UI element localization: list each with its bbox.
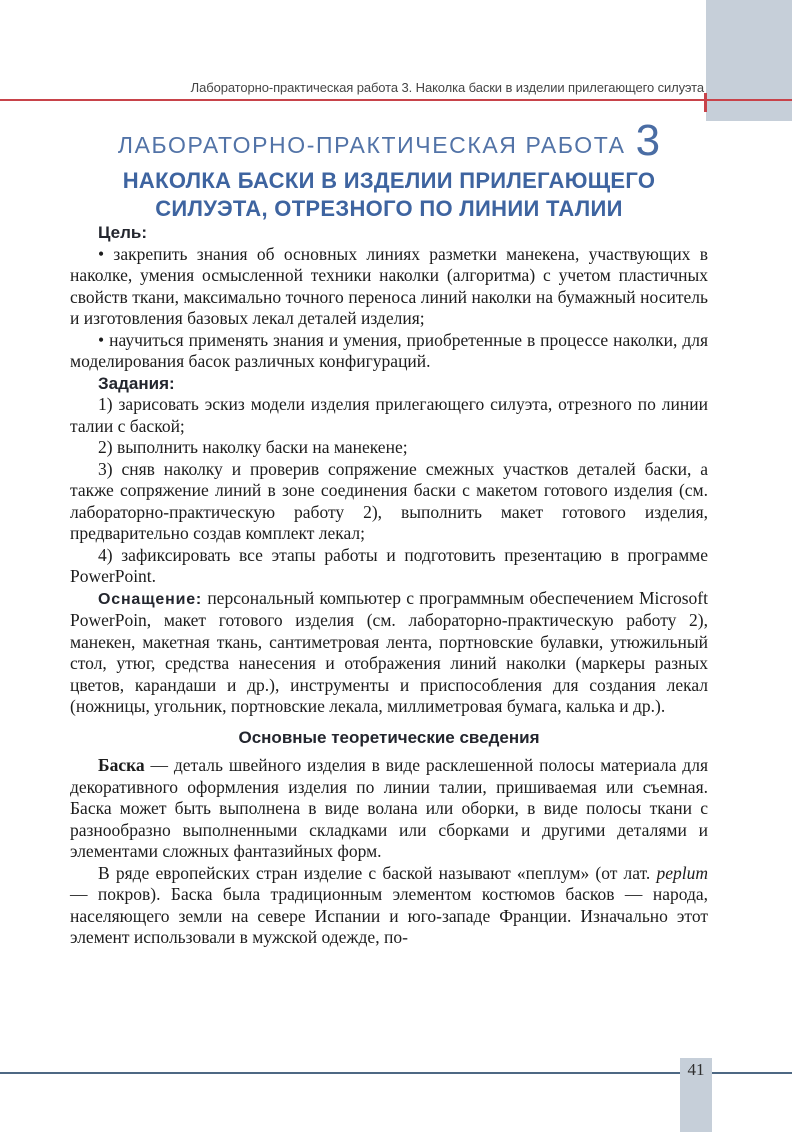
equipment-text: персональный компьютер с программным обеспечением Microsoft PowerPoin, макет готового изделия (см. лабораторно-практическую работу 2), манекен, макетная ткань, сантиметровая лента, портновские булавки, утюжильный стол, утюг, средства нанесения и отображения линий наколки (маркеры разных цветов, карандаши и др.), инструменты и приспособления для создания лекал (ножницы, угольник, портновские лекала, миллиметровая бумага, калька и др.). [70,587,708,716]
theory-section-heading: Основные теоретические сведения [238,727,540,747]
header-rule-tick [704,93,707,112]
main-text-column [70,222,708,949]
theory-paragraph-baska [70,755,708,863]
lab-work-title-row [70,116,708,165]
corner-decoration-panel [706,0,792,121]
peplum-text-after: — покров). Баска была традиционным элементом костюмов басков — народа, населяющего земли на севере Испании и юго-западе Франции. Изначально этот элемент использовали в мужской одежде, по- [70,884,708,947]
footer-rule [0,1072,792,1074]
lab-work-subtitle-line1: НАКОЛКА БАСКИ В ИЗДЕЛИИ ПРИЛЕГАЮЩЕГО [122,168,656,193]
header-rule [0,99,792,101]
title-block [70,116,708,223]
peplum-latin-term: peplum [656,862,708,883]
running-header: Лабораторно-практическая работа 3. Наколка баски в изделии прилегающего силуэта [190,80,704,95]
theory-paragraph-peplum [70,863,708,949]
task-item: 3) сняв наколку и проверив сопряжение смежных участков деталей баски, а также сопряжение линий в зоне соединения баски с макетом готового изделия (см. лабораторно-практическую работу 2), выполнить макет готового изделия, предварительно создав комплект лекал; [70,458,708,543]
task-item: 4) зафиксировать все этапы работы и подготовить презентацию в программе PowerPoint. [70,544,708,586]
page-number: 41 [687,1060,705,1079]
page-number-box [680,1058,712,1132]
peplum-text-before: В ряде европейских стран изделие с баской называют «пеплум» (от лат. [98,862,657,883]
baska-definition-text: — деталь швейного изделия в виде расклешенной полосы материала для декоративного оформления изделия по линии талии, пришиваемая или съемная. Баска может быть выполнена в виде волана или оборки, в виде полосы ткани с разнообразно выполненными складками или сборками и другими деталями и элементами сложных фантазийных форм. [70,755,708,861]
tasks-heading: Задания: [98,373,175,393]
lab-work-subtitle [70,167,708,223]
goal-item: • закрепить знания об основных линиях разметки манекена, участвующих в наколке, умения осмысленной техники наколки (алгоритма) с учетом пластичных свойств ткани, максимально точного переноса линий наколки на бумажный носитель и изготовления базовых лекал деталей изделия; [70,243,708,328]
goal-item: • научиться применять знания и умения, приобретенные в процессе наколки, для моделирования басок различных конфигураций. [70,329,708,371]
lab-work-kicker: ЛАБОРАТОРНО-ПРАКТИЧЕСКАЯ РАБОТА [117,132,626,158]
equipment-lead: Оснащение: [98,590,203,608]
task-item: 1) зарисовать эскиз модели изделия прилегающего силуэта, отрезного по линии талии с баской; [70,394,708,436]
equipment-paragraph [70,588,708,718]
task-item: 2) выполнить наколку баски на манекене; [98,437,408,457]
baska-term: Баска [98,755,145,775]
goal-heading: Цель: [98,223,147,242]
lab-work-number: 3 [635,116,661,165]
lab-work-subtitle-line2: СИЛУЭТА, ОТРЕЗНОГО ПО ЛИНИИ ТАЛИИ [155,196,623,221]
